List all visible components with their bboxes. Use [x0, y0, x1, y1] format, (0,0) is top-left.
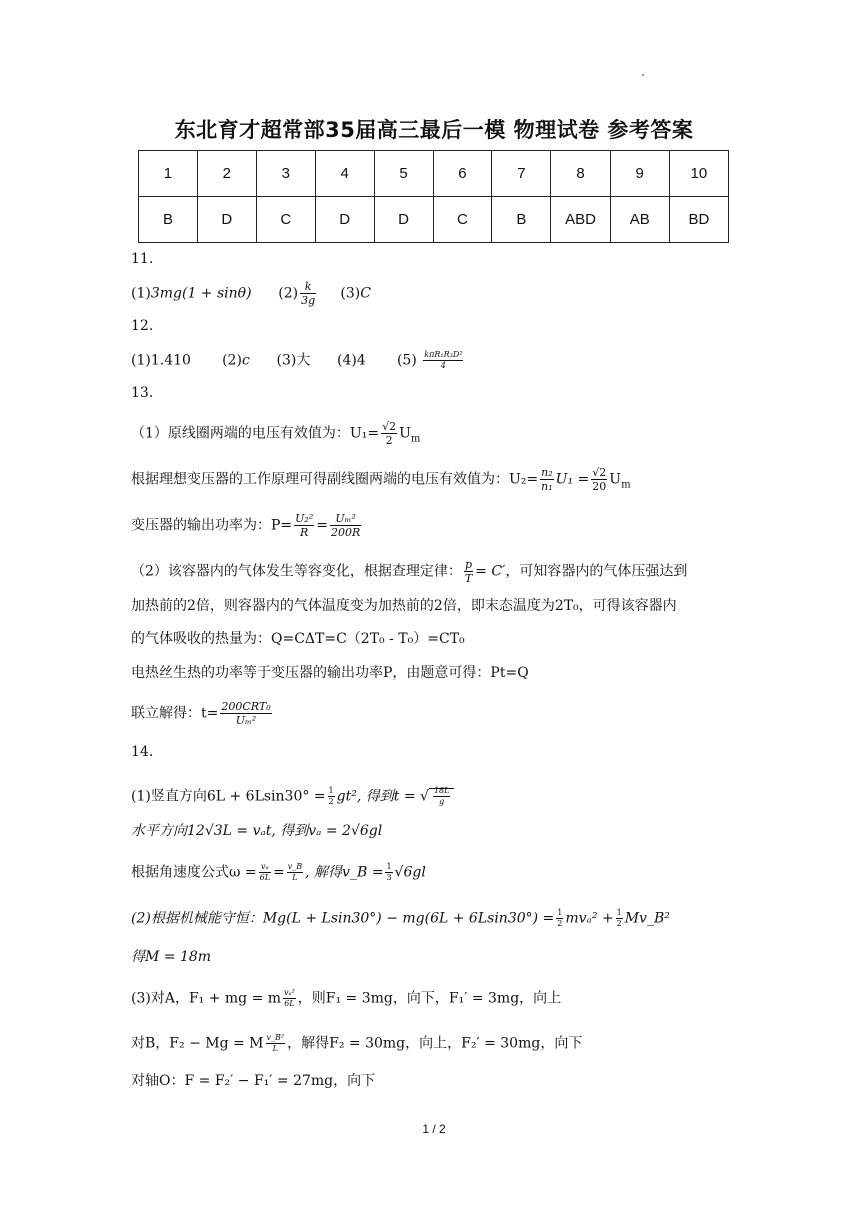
q14-l3-mid: , 解得v_B =	[305, 864, 384, 881]
q14-line-2: 水平方向12√3L = vₐt, 得到vₐ = 2√6gl	[131, 823, 383, 839]
q14-l6-den: 6L	[284, 999, 295, 1008]
q13-l3-eq: =	[316, 517, 328, 534]
q14-l1-mid: gt², 得到t =	[336, 788, 416, 805]
question-number-cell: 8	[551, 151, 610, 197]
answer-cell: B	[492, 197, 551, 243]
answer-cell: C	[256, 197, 315, 243]
q13-l8-den: Uₘ²	[235, 714, 257, 727]
answer-table	[138, 150, 729, 243]
q11-p3-val: C	[360, 285, 371, 302]
q14-l1-frac-num: 1	[328, 786, 334, 795]
q13-l3-fraction-2	[330, 512, 361, 539]
q13-label: 13.	[131, 385, 154, 401]
answer-cell: D	[374, 197, 433, 243]
question-number-cell: 4	[315, 151, 374, 197]
q13-l4-text: （2）该容器内的气体发生等容变化，根据查理定律：	[131, 563, 462, 580]
q14-l3-fraction-3	[385, 862, 392, 883]
q14-l1-frac-den: 2	[328, 797, 334, 806]
q13-l4-num: p	[465, 558, 473, 571]
q13-l2-num: n₂	[541, 466, 553, 479]
q14-line-8: 对轴O：F = F₂′ − F₁′ = 27mg，向下	[131, 1073, 376, 1089]
q14-l3-fraction-1	[259, 862, 271, 883]
q14-l7-num: v_B²	[266, 1033, 285, 1042]
answer-cell: C	[433, 197, 492, 243]
q14-l1-text: (1)竖直方向6L + 6Lsin30° =	[131, 788, 326, 805]
q12-p5-den: 4	[440, 361, 446, 370]
q13-line-6: 的气体吸收的热量为：Q=CΔT=C（2T₀ - T₀）=CT₀	[131, 631, 465, 647]
q11-p1-prefix: (1)	[131, 285, 151, 302]
q14-l3-den2: L	[292, 873, 298, 882]
q13-l3-num2: Uₘ²	[330, 512, 361, 526]
q13-line-7: 电热丝生热的功率等于变压器的输出功率P，由题意可得：Pt=Q	[131, 665, 529, 681]
q14-l4-d1: 2	[557, 919, 563, 928]
q12-p3-val: 大	[296, 352, 311, 369]
q11-p2-num: k	[300, 280, 316, 294]
q13-l8-fraction	[220, 700, 271, 727]
q14-l1-sqrt-den: g	[439, 797, 445, 806]
q13-l2-mid: U₁ =	[555, 471, 590, 488]
q13-l1-text: （1）原线圈两端的电压有效值为：U₁=	[131, 425, 380, 442]
q11-p2-prefix: (2)	[278, 285, 299, 302]
question-number-cell: 5	[374, 151, 433, 197]
q14-l6-text: (3)对A，F₁ + mg = m	[131, 990, 282, 1007]
q13-l3-num: U₂²	[295, 512, 314, 525]
q14-l1-fraction	[328, 786, 335, 807]
q11-p1-expr: 3mg(1 + sinθ)	[150, 285, 252, 302]
q13-l4-den: T	[464, 572, 473, 585]
question-number-cell: 7	[492, 151, 551, 197]
q14-label: 14.	[131, 744, 154, 760]
q14-line-4	[131, 908, 670, 929]
q14-line-1	[131, 786, 454, 807]
q14-l3-fraction-2	[287, 862, 303, 883]
scan-dot	[642, 74, 644, 76]
q13-l8-text: 联立解得：t=	[131, 705, 219, 722]
q14-l1-sqrt-num: 18L	[433, 786, 450, 795]
q12-p5-num: kπR₁R₃D²	[424, 350, 463, 359]
q13-l2-den: n₁	[541, 480, 553, 493]
q13-line-4	[131, 558, 687, 585]
answer-cell: ABD	[551, 197, 610, 243]
q14-l4-fraction-1	[556, 908, 563, 929]
q14-l7-text: 对B，F₂ − Mg = M	[131, 1035, 264, 1052]
question-number-cell: 10	[669, 151, 728, 197]
q13-l4-tail: ，可知容器内的气体压强达到	[505, 563, 688, 580]
answer-cell: D	[197, 197, 256, 243]
q13-l2-sub: m	[621, 479, 631, 491]
q14-l7-fraction	[266, 1033, 286, 1054]
answer-cell: D	[315, 197, 374, 243]
q13-l1-sub: m	[410, 433, 421, 445]
q13-l1-num: √2	[382, 420, 397, 433]
q12-p5-fraction	[423, 350, 463, 371]
q13-l2-num2: √2	[592, 466, 607, 479]
answer-table-answer-row	[139, 197, 729, 243]
q11-answers	[131, 280, 371, 307]
q12-label: 12.	[131, 318, 154, 334]
q12-p3-prefix: (3)	[276, 352, 297, 369]
q13-l3-fraction-1	[294, 512, 314, 539]
question-number-cell: 6	[433, 151, 492, 197]
q13-l3-text: 变压器的输出功率为：P=	[131, 517, 293, 534]
q13-l1-tail: U	[399, 425, 411, 442]
q14-l7-tail: ，解得F₂ = 30mg，向上，F₂′ = 30mg，向下	[287, 1035, 583, 1052]
q14-l4-d2: 2	[616, 919, 622, 928]
q12-p5-prefix: (5)	[396, 352, 417, 369]
page-title: 东北育才超常部35届高三最后一模 物理试卷 参考答案	[174, 118, 694, 142]
q14-l4-fraction-2	[616, 908, 623, 929]
answer-table-header-row	[139, 151, 729, 197]
q11-p2-den: 3g	[301, 294, 316, 307]
question-number-cell: 9	[610, 151, 669, 197]
q13-l2-fraction-2	[591, 466, 607, 493]
q14-l3-den3: 3	[386, 873, 392, 882]
q14-l3-num: vₐ	[259, 862, 271, 873]
q14-l4-n1: 1	[557, 908, 563, 917]
q11-p2-fraction	[300, 280, 316, 307]
q12-p4-prefix: (4)	[337, 352, 357, 369]
q12-p2-val: c	[241, 352, 250, 369]
q12-p1-prefix: (1)	[131, 352, 151, 369]
q14-l4-m2: Mv_B²	[624, 910, 670, 927]
q14-line-7	[131, 1033, 582, 1054]
q14-l1-sqrt	[429, 788, 455, 805]
q14-l3-text: 根据角速度公式ω =	[131, 864, 257, 881]
q14-l3-num3: 1	[386, 862, 392, 871]
q13-l2-fraction-1	[540, 466, 554, 493]
q14-l1-sqrt-fraction	[433, 786, 451, 807]
q14-line-3	[131, 862, 426, 883]
page-number: 1 / 2	[422, 1122, 446, 1136]
q13-line-8	[131, 700, 274, 727]
q13-l2-text: 根据理想变压器的工作原理可得副线圈两端的电压有效值为：U₂=	[131, 471, 539, 488]
q13-l3-den: R	[300, 526, 309, 539]
question-number-cell: 1	[139, 151, 198, 197]
q14-l3-eq: =	[273, 864, 285, 881]
q13-l1-den: 2	[385, 434, 393, 447]
q14-l7-den: L	[272, 1044, 278, 1053]
q14-l4-text: (2)根据机械能守恒：Mg(L + Lsin30°) − mg(6L + 6Lsin30°) =	[131, 910, 555, 927]
answer-cell: AB	[610, 197, 669, 243]
q13-line-3	[131, 512, 363, 539]
q12-p1-val: 1.410	[150, 352, 191, 369]
q14-l4-m1: mvₐ² +	[565, 910, 614, 927]
answer-cell: B	[139, 197, 198, 243]
q13-l1-fraction	[381, 420, 397, 447]
q14-line-6	[131, 988, 561, 1009]
q13-l2-den2: 20	[592, 480, 607, 493]
sqrt-icon: √	[420, 788, 429, 805]
q13-l2-tail: U	[609, 471, 622, 488]
q13-l4-fraction	[464, 558, 473, 585]
answer-cell: BD	[669, 197, 728, 243]
question-number-cell: 3	[256, 151, 315, 197]
q13-line-5: 加热前的2倍，则容器内的气体温度变为加热前的2倍，即末态温度为2T₀，可得该容器内	[131, 598, 677, 614]
q14-l6-tail: ，则F₁ = 3mg，向下，F₁′ = 3mg，向上	[297, 990, 562, 1007]
q14-l6-num: vₐ²	[284, 988, 295, 997]
q12-p4-val: 4	[356, 352, 366, 369]
q14-line-5: 得M = 18m	[131, 949, 212, 965]
q13-l4-eq: = C′	[475, 563, 506, 580]
q12-p2-prefix: (2)	[222, 352, 242, 369]
q11-p3-prefix: (3)	[340, 285, 361, 302]
q12-answers	[131, 350, 465, 371]
q14-l4-n2: 1	[616, 908, 622, 917]
q11-label: 11.	[131, 251, 154, 267]
q13-l8-num: 200CRT₀	[221, 700, 271, 713]
q14-l6-fraction	[283, 988, 296, 1009]
q14-l3-num2: v_B	[287, 862, 303, 871]
question-number-cell: 2	[197, 151, 256, 197]
q13-line-2	[131, 466, 631, 493]
q13-line-1	[131, 420, 420, 447]
q14-l3-den: 6L	[259, 873, 271, 882]
q13-l3-den2: 200R	[330, 526, 361, 539]
q14-l3-tail: √6gl	[394, 864, 426, 881]
